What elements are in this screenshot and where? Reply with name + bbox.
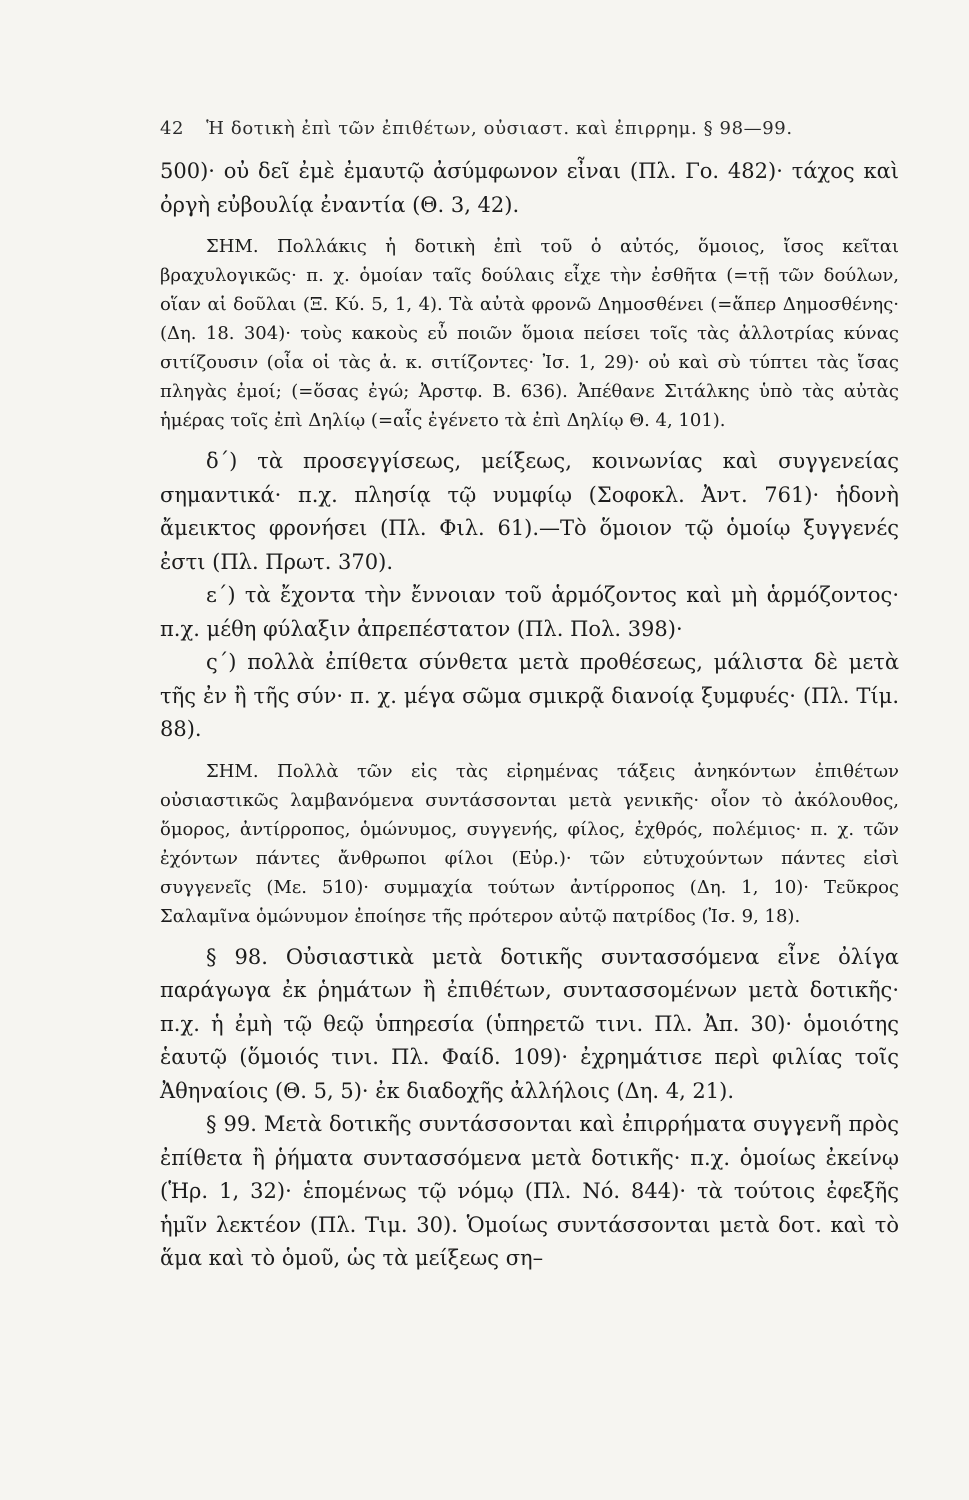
paragraph-stigma: ς΄) πολλὰ ἐπίθετα σύνθετα μετὰ προθέσεως, μάλιστα δὲ μετὰ τῆς ἐν ἢ τῆς σύν· π. χ. μέγα σῶμα σμικρᾷ διανοίᾳ ξυμφυές· (Πλ. Τίμ. 88). [160, 650, 899, 741]
body-text [160, 155, 899, 1276]
section-98: § 98. Οὐσιαστικὰ μετὰ δοτικῆς συντασσόμενα εἶνε ὀλίγα παράγωγα ἐκ ῥημάτων ἢ ἐπιθέτων, συντασσομένων μετὰ δοτικῆς· π.χ. ἡ ἐμὴ τῷ θεῷ ὑπηρεσία (ὑπηρετῶ τινι. Πλ. Ἀπ. 30)· ὁμοιότης ἑαυτῷ (ὅμοιός τινι. Πλ. Φαίδ. 109)· ἐχρημάτισε περὶ φιλίας τοῖς Ἀθηναίοις (Θ. 5, 5)· ἐκ διαδοχῆς ἀλλήλοις (Δη. 4, 21). [160, 944, 899, 1103]
paragraph-delta: δ΄) τὰ προσεγγίσεως, μείξεως, κοινωνίας καὶ συγγενείας σημαντικά· π.χ. πλησίᾳ τῷ νυμφίῳ (Σοφοκλ. Ἀντ. 761)· ἡδονὴ ἄμεικτος φρονήσει (Πλ. Φιλ. 61).—Τὸ ὅμοιον τῷ ὁμοίῳ ξυγγενές ἐστι (Πλ. Πρωτ. 370). [160, 449, 899, 574]
paragraph-continuation: 500)· οὐ δεῖ ἐμὲ ἐμαυτῷ ἀσύμφωνον εἶναι (Πλ. Γο. 482)· τάχος καὶ ὀργὴ εὐβουλίᾳ ἐναντία (Θ. 3, 42). [160, 159, 899, 217]
page-number: 42 [160, 118, 185, 139]
section-99: § 99. Μετὰ δοτικῆς συντάσσονται καὶ ἐπιρρήματα συγγενῆ πρὸς ἐπίθετα ἢ ῥήματα συντασσόμενα μετὰ δοτικῆς· π.χ. ὁμοίως ἐκείνῳ (Ἡρ. 1, 32)· ἑπομένως τῷ νόμῳ (Πλ. Νό. 844)· τὰ τούτοις ἐφεξῆς ἡμῖν λεκτέον (Πλ. Τιμ. 30). Ὁμοίως συντάσσονται μετὰ δοτ. καὶ τὸ ἅμα καὶ τὸ ὁμοῦ, ὡς τὰ μείξεως ση– [160, 1112, 899, 1270]
paragraph-epsilon: ε΄) τὰ ἔχοντα τὴν ἔννοιαν τοῦ ἁρμόζοντος καὶ μὴ ἁρμόζοντος· π.χ. μέθη φύλαξιν ἀπρεπέστατον (Πλ. Πολ. 398)· [160, 583, 899, 641]
running-head [160, 118, 899, 139]
note-paragraph: ΣΗΜ. Πολλάκις ἡ δοτικὴ ἐπὶ τοῦ ὁ αὐτός, ὅμοιος, ἴσος κεῖται βραχυλογικῶς· π. χ. ὁμοίαν ταῖς δούλαις εἶχε τὴν ἐσθῆτα (=τῇ τῶν δούλων, οἵαν αἱ δοῦλαι (Ξ. Κύ. 5, 1, 4). Τὰ αὐτὰ φρονῶ Δημοσθένει (=ἅπερ Δημοσθένης· (Δη. 18. 304)· τοὺς κακοὺς εὖ ποιῶν ὅμοια πείσει τοῖς τὰς ἀλλοτρίας κύνας σιτίζουσιν (οἷα οἱ τὰς ἀ. κ. σιτίζοντες· Ἰσ. 1, 29)· οὐ καὶ σὺ τύπτει τὰς ἴσας πληγὰς ἐμοί; (=ὅσας ἐγώ; Ἀρστφ. Β. 636). Ἀπέθανε Σιτάλκης ὑπὸ τὰς αὐτὰς ἡμέρας τοῖς ἐπὶ Δηλίῳ (=αἷς ἐγένετο τὰ ἐπὶ Δηλίῳ Θ. 4, 101). [160, 236, 899, 431]
note-paragraph-2: ΣΗΜ. Πολλὰ τῶν εἰς τὰς εἰρημένας τάξεις ἀνηκόντων ἐπιθέτων οὐσιαστικῶς λαμβανόμενα συντάσσονται μετὰ γενικῆς· οἷον τὸ ἀκόλουθος, ὅμορος, ἀντίρροπος, ὁμώνυμος, συγγενής, φίλος, ἐχθρός, πολέμιος· π. χ. τῶν ἐχόντων πάντες ἄνθρωποι φίλοι (Εὐρ.)· τῶν εὐτυχούντων πάντες εἰσὶ συγγενεῖς (Με. 510)· συμμαχία τούτων ἀντίρροπος (Δη. 1, 10)· Τεῦκρος Σαλαμῖνα ὁμώνυμον ἐποίησε τῆς πρότερον αὐτῷ πατρίδος (Ἰσ. 9, 18). [160, 760, 899, 927]
running-title: Ἡ δοτικὴ ἐπὶ τῶν ἐπιθέτων, οὐσιαστ. καὶ ἐπιρρημ. § 98—99. [206, 118, 793, 139]
